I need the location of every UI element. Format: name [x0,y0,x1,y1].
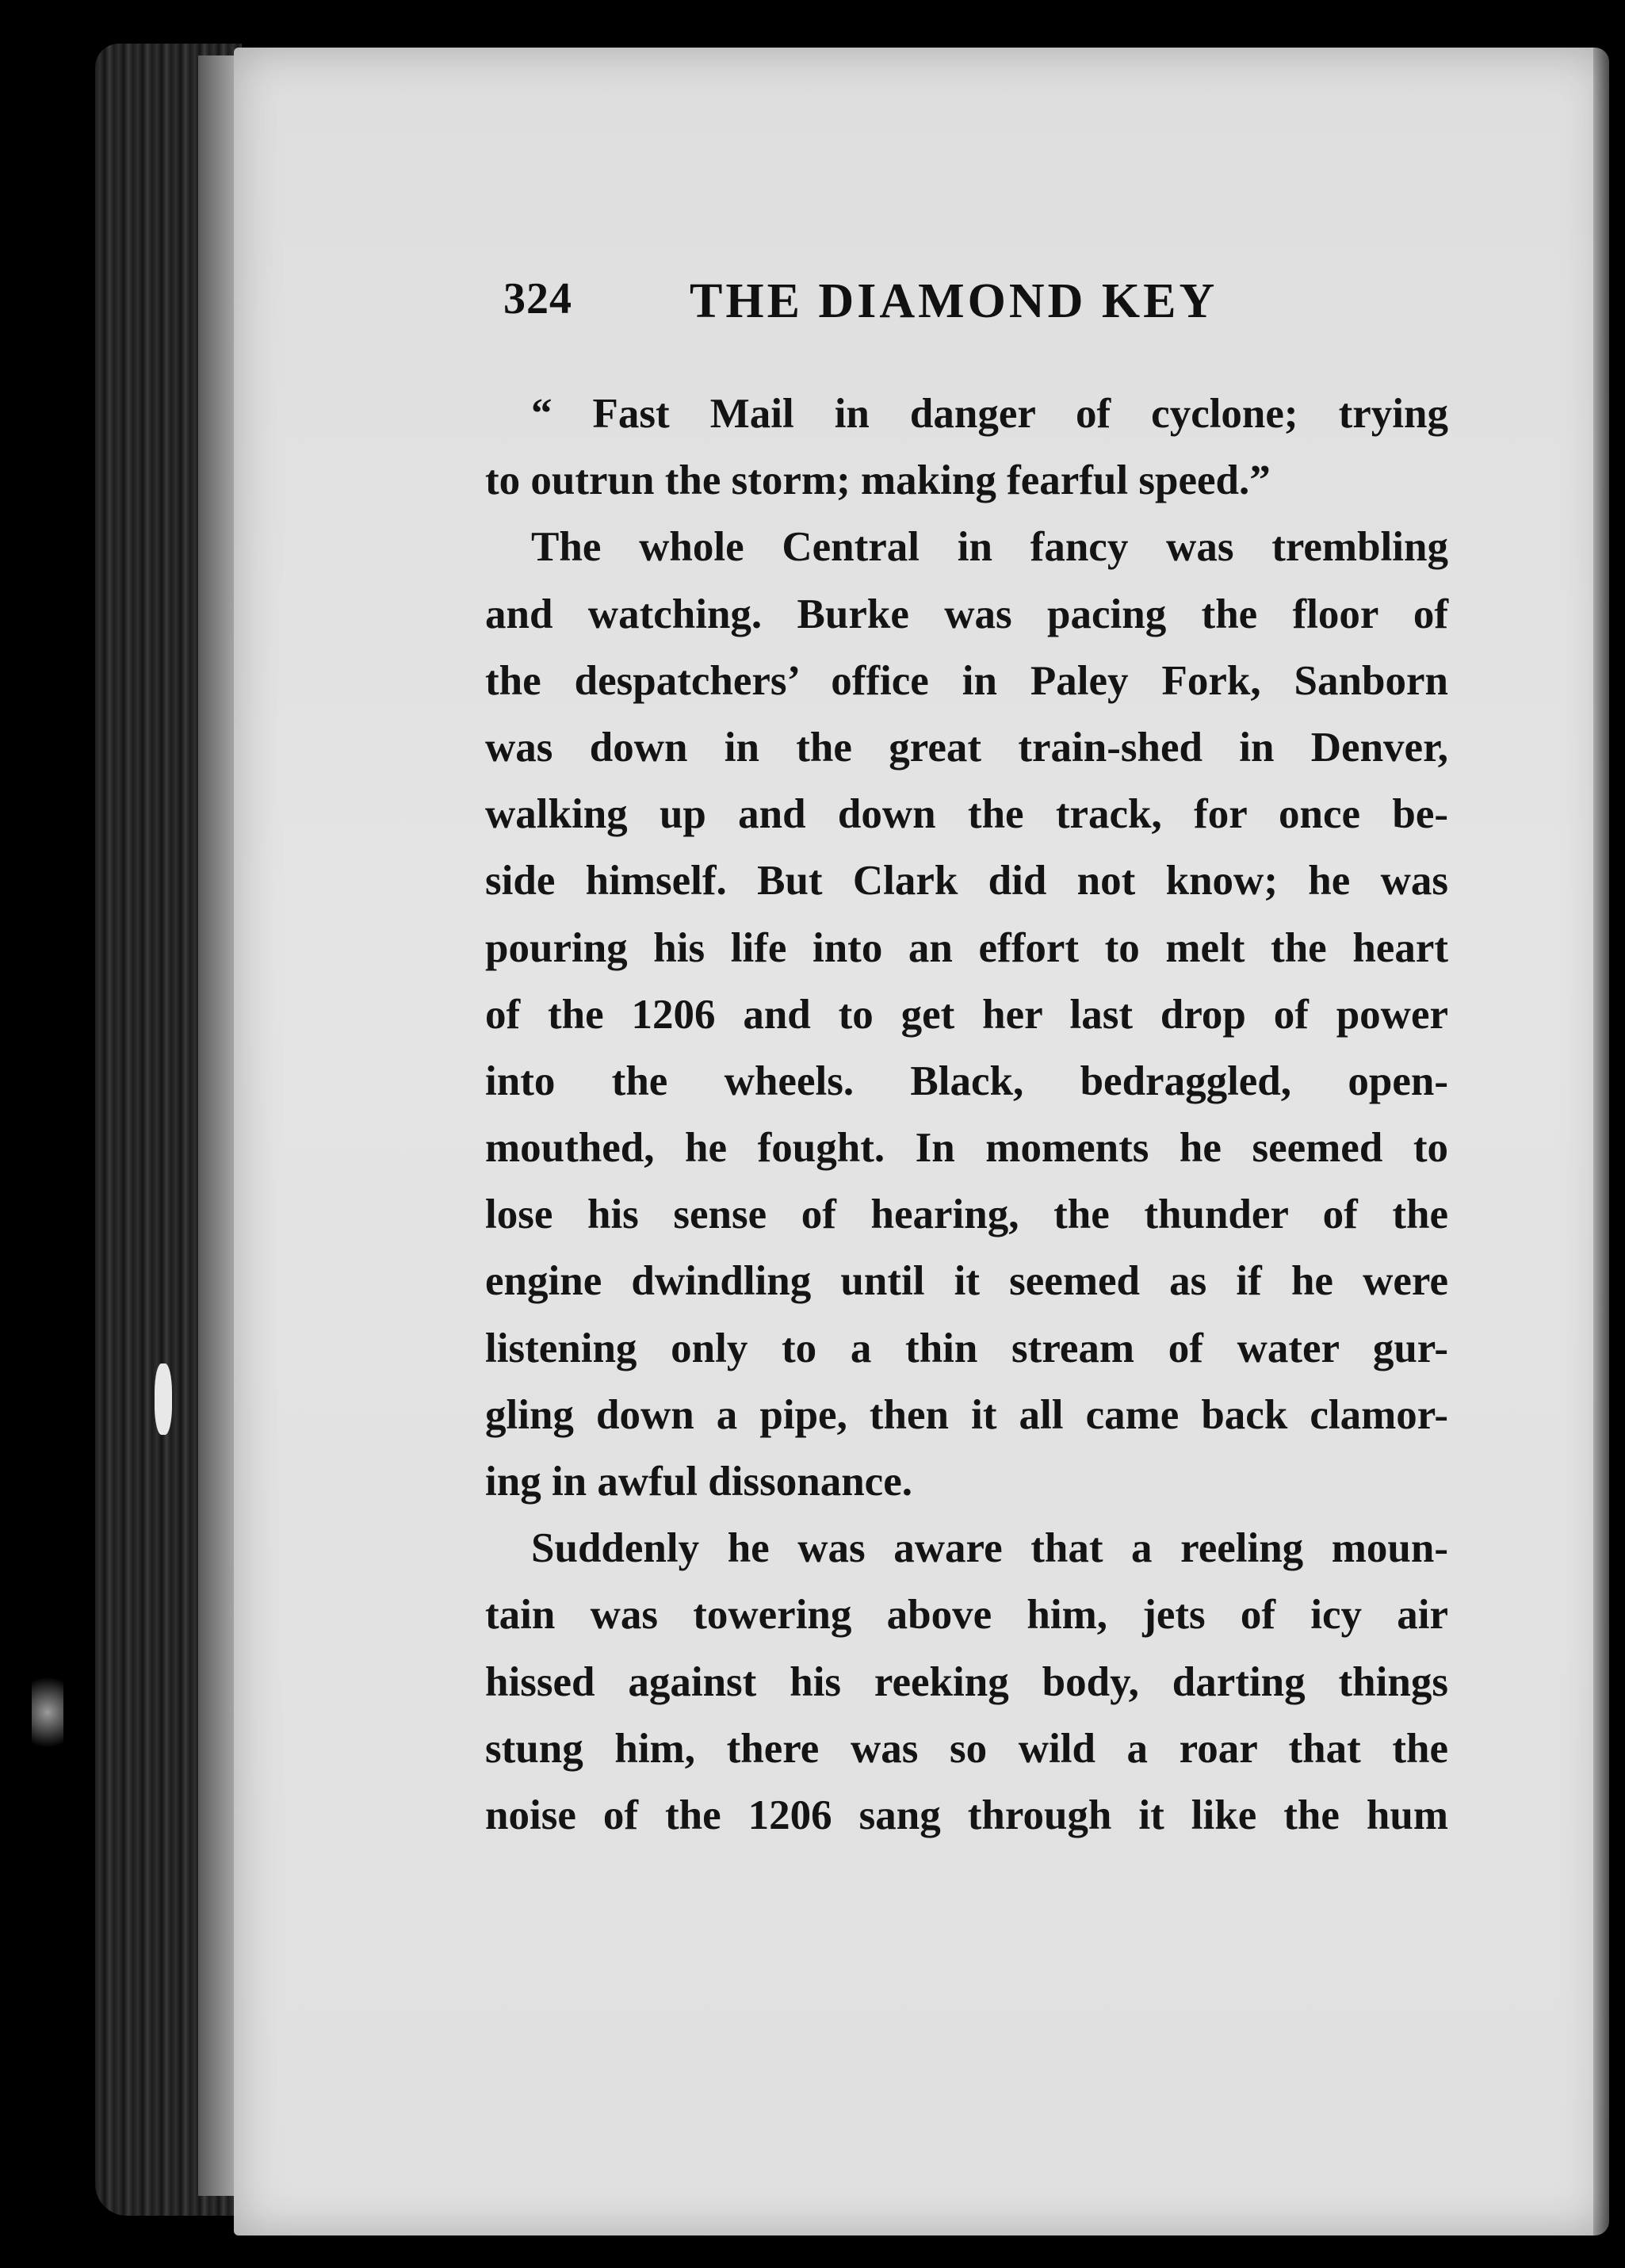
text-line: pouring his life into an effort to melt the heart [485,924,1448,971]
text-line: “ Fast Mail in danger of cyclone; trying [531,391,1448,437]
text-line: tain was towering above him, jets of icy air [485,1592,1448,1639]
text-line: Suddenly he was aware that a reeling moun- [531,1525,1448,1572]
text-line: the despatchers’ office in Paley Fork, Sanborn [485,657,1448,704]
text-line: The whole Central in fancy was trembling [531,524,1448,571]
text-line: ing in awful dissonance. [485,1459,912,1505]
text-line: of the 1206 and to get her last drop of power [485,991,1448,1038]
running-header [503,273,1296,345]
text-line: listening only to a thin stream of water gur- [485,1325,1448,1371]
text-line: to outrun the storm; making fearful speed.” [485,457,1271,504]
text-line: side himself. But Clark did not know; he was [485,858,1448,905]
text-line: gling down a pipe, then it all came back clamor- [485,1391,1448,1438]
text-line: mouthed, he fought. In moments he seemed to [485,1125,1448,1172]
edge-smudge [155,1363,172,1435]
body-text [485,381,1448,1849]
edge-smudge-lower [32,1665,63,1760]
text-line: noise of the 1206 sang through it like the hum [485,1792,1448,1838]
running-title: THE DIAMOND KEY [690,274,1218,328]
text-line: and watching. Burke was pacing the floor of [485,591,1448,637]
text-line: into the wheels. Black, bedraggled, open- [485,1058,1448,1104]
text-line: engine dwindling until it seemed as if he were [485,1258,1448,1305]
text-line: hissed against his reeking body, darting things [485,1658,1448,1705]
page-number: 324 [503,274,572,323]
right-edge-shadow [1593,48,1625,2235]
text-line: was down in the great train-shed in Denver, [485,724,1448,771]
text-line: lose his sense of hearing, the thunder of the [485,1191,1448,1238]
text-line: walking up and down the track, for once be- [485,791,1448,838]
text-line: stung him, there was so wild a roar that the [485,1725,1448,1772]
